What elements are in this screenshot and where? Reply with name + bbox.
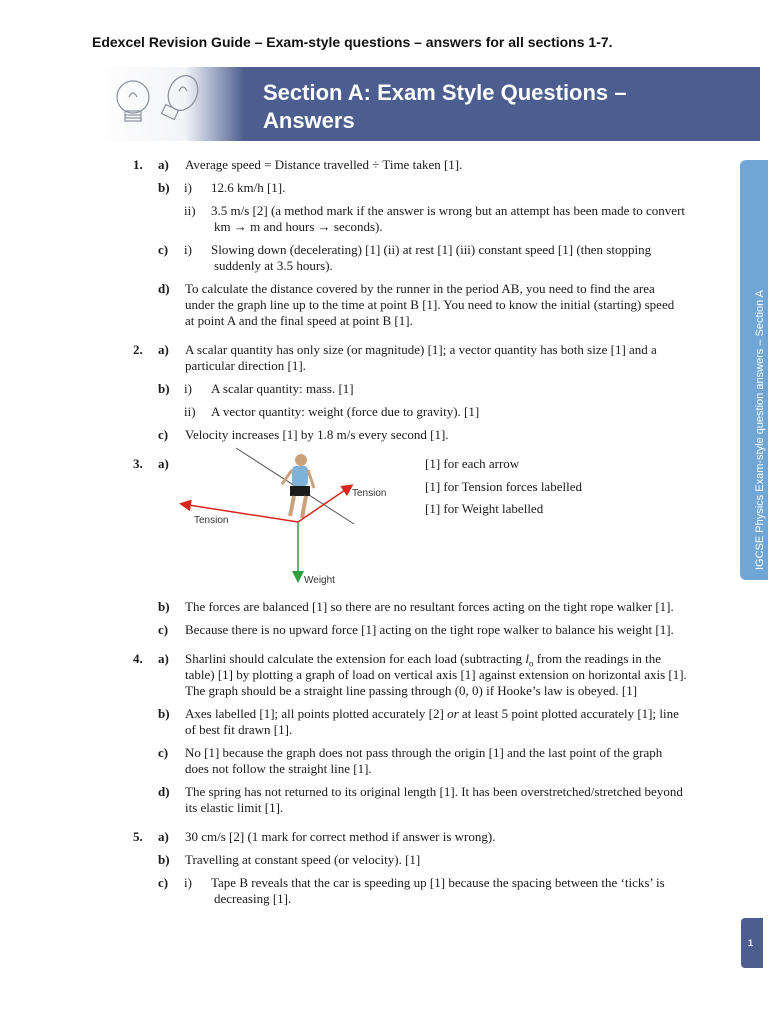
answer-text: its elastic limit [1].: [185, 800, 284, 815]
answer-text-part: Sharlini should calculate the extension for each load (subtracting: [185, 651, 526, 666]
section-banner: [95, 67, 760, 141]
part-label: a): [158, 157, 169, 172]
answer-text: of best fit drawn [1].: [185, 722, 293, 737]
answer-text: under the graph line up to the time at point B [1]. You need to know the initial (starting) speed: [185, 297, 675, 312]
part-label: d): [158, 784, 170, 799]
question-number: 2.: [133, 342, 143, 357]
side-tab-label: IGCSE Physics Exam-style question answers – Section A: [754, 289, 766, 570]
mark-note: [1] for Weight labelled: [425, 501, 544, 516]
answer-text: km → m and hours → seconds).: [214, 219, 383, 234]
answer-text: Travelling at constant speed (or velocity). [1]: [185, 852, 421, 867]
part-label: a): [158, 342, 169, 357]
natural-length-subscript: o: [529, 658, 534, 669]
answer-text: 30 cm/s [2] (1 mark for correct method if answer is wrong).: [185, 829, 496, 844]
answer-text: To calculate the distance covered by the runner in the period AB, you need to find the area: [185, 281, 655, 296]
question-number: 1.: [133, 157, 143, 172]
subpart-label: ii): [184, 404, 196, 419]
question-number: 3.: [133, 456, 143, 471]
part-label: b): [158, 180, 170, 195]
answer-text: at point A and the final speed at point B [1].: [185, 313, 413, 328]
page-number-badge: [741, 918, 763, 968]
natural-length-symbol: l: [525, 651, 530, 666]
document-header: Edexcel Revision Guide – Exam-style questions – answers for all sections 1-7.: [92, 34, 613, 50]
answer-text: table) [1] by plotting a graph of load on vertical axis [1] against extension on horizontal axis [1].: [185, 667, 687, 682]
part-label: c): [158, 427, 169, 442]
answer-text: The spring has not returned to its original length [1]. It has been overstretched/stretched beyond: [185, 784, 683, 799]
part-label: b): [158, 852, 170, 867]
tightrope-force-diagram: [176, 446, 396, 588]
answer-text: [185, 706, 720, 722]
part-label: a): [158, 456, 169, 471]
part-label: c): [158, 745, 169, 760]
answer-text: suddenly at 3.5 hours).: [214, 258, 333, 273]
part-label: c): [158, 622, 169, 637]
answer-text: 12.6 km/h [1].: [211, 180, 286, 195]
answer-text: does not follow the straight line [1].: [185, 761, 372, 776]
answer-text: The forces are balanced [1] so there are no resultant forces acting on the tight rope walker [1].: [185, 599, 674, 614]
section-title: [263, 79, 743, 135]
answer-text: decreasing [1].: [214, 891, 292, 906]
answer-text: Tape B reveals that the car is speeding up [1] because the spacing between the ‘ticks’ is: [211, 875, 665, 890]
answer-text: 3.5 m/s [2] (a method mark if the answer is wrong but an attempt has been made to convert: [211, 203, 686, 218]
answer-text: Because there is no upward force [1] acting on the tight rope walker to balance his weight [1].: [185, 622, 674, 637]
weight-label: Weight: [304, 575, 335, 586]
answer-text-part: Axes labelled [1]; all points plotted accurately [2]: [185, 706, 448, 721]
part-label: a): [158, 829, 169, 844]
answer-text: Slowing down (decelerating) [1] (ii) at rest [1] (iii) constant speed [1] (then stopping: [211, 242, 652, 257]
answer-text: Average speed = Distance travelled ÷ Time taken [1].: [185, 157, 463, 172]
answer-text-part: from the readings in the: [533, 651, 661, 666]
answer-text-part: at least 5 point plotted accurately [1]; line: [458, 706, 679, 721]
side-section-tab: [740, 160, 768, 580]
subpart-label: i): [184, 180, 192, 195]
subpart-label: ii): [184, 203, 196, 218]
part-label: b): [158, 381, 170, 396]
part-label: d): [158, 281, 170, 296]
tension-label-right: Tension: [352, 488, 387, 499]
answer-text: A vector quantity: weight (force due to gravity). [1]: [211, 404, 480, 419]
section-title-line-1: Section A: Exam Style Questions –: [263, 80, 627, 105]
part-label: b): [158, 706, 170, 721]
question-number: 4.: [133, 651, 143, 666]
section-title-line-2: Answers: [263, 108, 355, 133]
answer-text: A scalar quantity has only size (or magnitude) [1]; a vector quantity has both size [1] and a: [185, 342, 657, 357]
subpart-label: i): [184, 381, 192, 396]
page-number: 1: [748, 938, 754, 948]
subpart-label: i): [184, 242, 192, 257]
part-label: c): [158, 242, 169, 257]
or-word: or: [447, 706, 459, 721]
tightrope-walker-figure: [282, 454, 314, 518]
answer-text: Velocity increases [1] by 1.8 m/s every second [1].: [185, 427, 449, 442]
answer-text: The graph should be a straight line passing through (0, 0) if Hooke’s law is obeyed. [1]: [185, 683, 638, 698]
mark-note: [1] for each arrow: [425, 456, 520, 471]
question-number: 5.: [133, 829, 143, 844]
part-label: c): [158, 875, 169, 890]
mark-note: [1] for Tension forces labelled: [425, 479, 582, 494]
answer-text: particular direction [1].: [185, 358, 306, 373]
answer-text: A scalar quantity: mass. [1]: [211, 381, 354, 396]
subpart-label: i): [184, 875, 192, 890]
part-label: a): [158, 651, 169, 666]
part-label: b): [158, 599, 170, 614]
light-bulbs-image: [95, 67, 245, 141]
tension-label-left: Tension: [194, 515, 229, 526]
answer-text: No [1] because the graph does not pass through the origin [1] and the last point of the graph: [185, 745, 663, 760]
